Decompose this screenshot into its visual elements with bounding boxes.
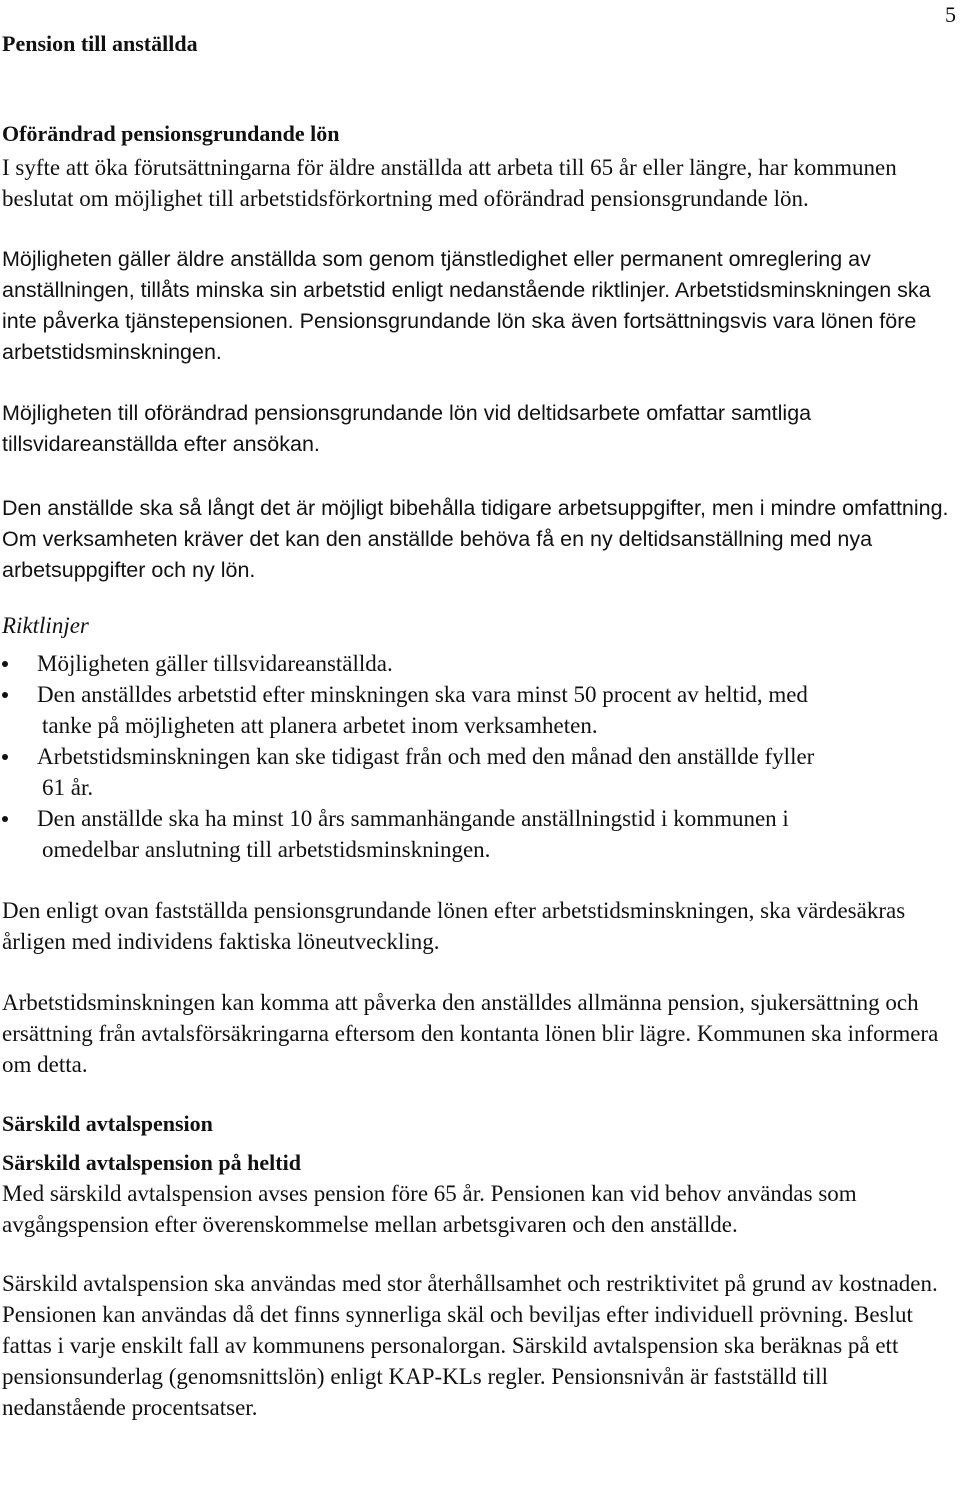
paragraph-work-tasks: Den anställde ska så långt det är möjligt bibehålla tidigare arbetsuppgifter, men i mindre omfattning. Om verksamheten kräver det kan den anställde behöva få en ny deltidsanställning med nya arbetsuppgifter och ny lön. [2, 496, 949, 582]
guideline-text-line-2: 61 år. [42, 775, 94, 800]
special-agreement-pension-section [2, 1108, 950, 1423]
bullet-icon [2, 754, 8, 760]
paragraph-scope: Möjligheten till oförändrad pensionsgrundande lön vid deltidsarbete omfattar samtliga tillsvidareanställda efter ansökan. [2, 401, 812, 456]
guideline-item [2, 803, 950, 865]
paragraph-special-pension-definition: Med särskild avtalspension avses pension före 65 år. Pensionen kan vid behov användas som avgångspension efter överenskommelse mellan arbetsgivaren och den anställde. [2, 1181, 857, 1237]
guideline-text-line-2: omedelbar anslutning till arbetstidsminskningen. [42, 837, 491, 862]
section-heading-unchanged-salary: Oförändrad pensionsgrundande lön [2, 121, 340, 146]
guideline-text-line-1: Den anställde ska ha minst 10 års sammanhängande anställningstid i kommunen i [37, 806, 789, 831]
section-heading-special-pension: Särskild avtalspension [2, 1111, 213, 1136]
guideline-text-line-1: Den anställdes arbetstid efter minskningen ska vara minst 50 procent av heltid, med [37, 682, 808, 707]
guideline-item [2, 679, 950, 741]
paragraph-special-pension-restrictions: Särskild avtalspension ska användas med stor återhållsamhet och restriktivitet på grund av kostnaden. Pensionen kan användas då det finns synnerliga skäl och beviljas efter individuell prövning. Beslut fattas i varje enskilt fall av kommunens personalorgan. Särskild avtalspension ska beräknas på ett pensionsunderlag (genomsnittslön) enligt KAP-KLs regler. Pensionsnivån är fastställd till nedanstående procentsatser. [2, 1271, 938, 1420]
bullet-icon [2, 816, 8, 822]
guidelines-list [2, 648, 950, 865]
unchanged-pensionable-salary-section [2, 118, 950, 1080]
bullet-icon [2, 661, 8, 667]
guideline-text-line-1: Möjligheten gäller tillsvidareanställda. [37, 651, 393, 676]
document-content [2, 118, 950, 1423]
document-title: Pension till anställda [2, 31, 198, 56]
guideline-item [2, 648, 950, 679]
page-number: 5 [945, 2, 956, 27]
paragraph-impact: Arbetstidsminskningen kan komma att påverka den anställdes allmänna pension, sjukersättning och ersättning från avtalsförsäkringarna eftersom den kontanta lönen blir lägre. Kommunen ska informera om detta. [2, 990, 939, 1077]
paragraph-purpose: I syfte att öka förutsättningarna för äldre anställda att arbeta till 65 år eller längre, har kommunen beslutat om möjlighet till arbetstidsförkortning med oförändrad pensionsgrundande lön. [2, 155, 897, 211]
guideline-item [2, 741, 950, 803]
paragraph-eligibility: Möjligheten gäller äldre anställda som genom tjänstledighet eller permanent omreglering av anställningen, tillåts minska sin arbetstid enligt nedanstående riktlinjer. Arbetstidsminskningen ska inte påverka tjänstepensionen. Pensionsgrundande lön ska även fortsättningsvis vara lönen före arbetstidsminskningen. [2, 247, 931, 364]
guideline-text-line-1: Arbetstidsminskningen kan ske tidigast från och med den månad den anställde fyller [37, 744, 815, 769]
paragraph-value-adjustment: Den enligt ovan fastställda pensionsgrundande lönen efter arbetstidsminskningen, ska värdesäkras årligen med individens faktiska löneutveckling. [2, 898, 906, 954]
guideline-text-line-2: tanke på möjligheten att planera arbetet inom verksamheten. [42, 713, 598, 738]
bullet-icon [2, 692, 8, 698]
subheading-full-time-special-pension: Särskild avtalspension på heltid [2, 1150, 301, 1175]
guidelines-label: Riktlinjer [2, 613, 89, 638]
